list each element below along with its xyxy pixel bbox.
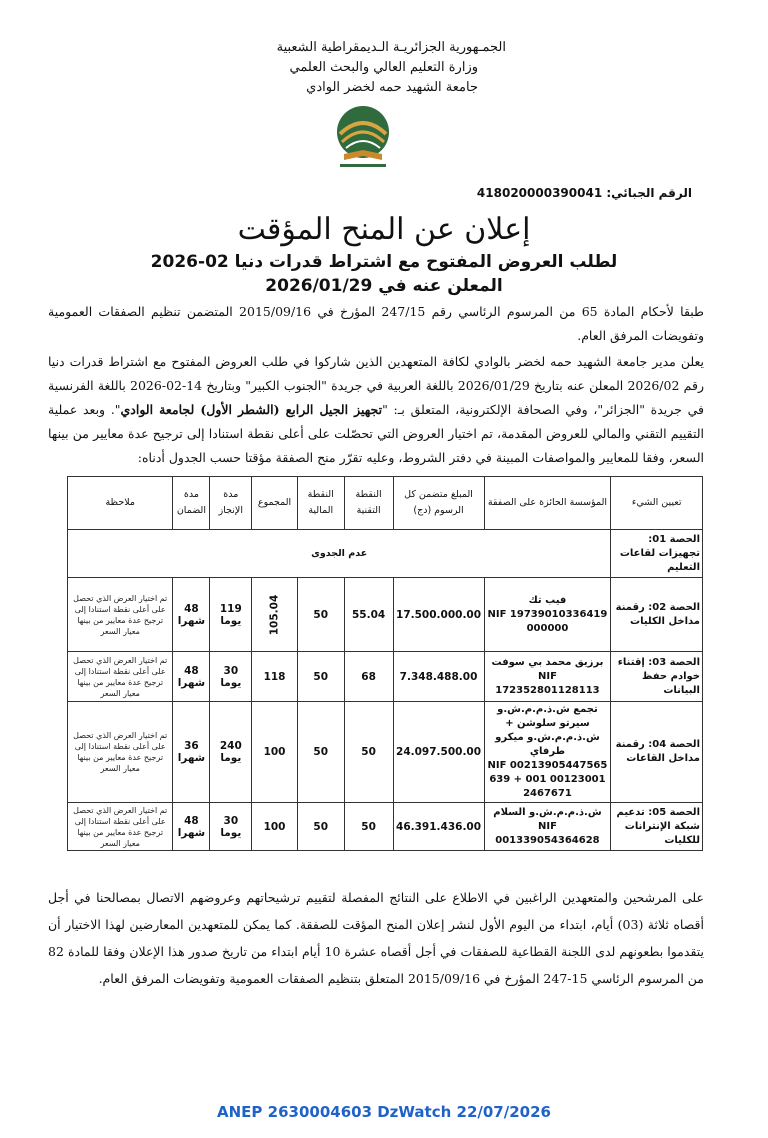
- fin-score: 50: [297, 652, 344, 702]
- header-total: المجموع: [252, 477, 298, 530]
- header-tech-score: النقطة التقنية: [344, 477, 393, 530]
- amount: 17.500.000.00: [393, 578, 484, 652]
- fin-score: 50: [297, 803, 344, 851]
- closing-paragraph: على المرشحين والمتعهدين الراغبين في الاطلاع على النتائج المفصلة لتقييم ترشيحاتهم وعروضهم الاتصال بمصالحنا في أجل أقصاه ثلاثة (03) أيام، ابتداء من اليوم الأول لنشر إعلان المنح المؤقت للصفقة. كما يمكن للمتعهدين المعارضين لهذا الاختيار أن يتقدموا بطعونهم لدى اللجنة القطاعية للصفقات في أجل أقصاه عشرة 10 أيام ابتداء من تاريخ صدور هذا الإعلان وفقا للمادة 82 من المرسوم الرئاسي 15-247 المؤرخ في 2015/09/16 المتعلق بتنظيم الصفقات العمومية وتفويضات المرفق العام.: [48, 890, 705, 986]
- amount: 24.097.500.00: [393, 702, 484, 803]
- table-header-row: [68, 477, 703, 530]
- header-fin-score: النقطة المالية: [297, 477, 344, 530]
- table-row: [68, 578, 703, 652]
- note: تم اختيار العرض الذي تحصل على أعلى نقطة استنادا إلى ترجيح عدة معايير من بينها معيار السعر: [68, 702, 173, 803]
- supplier-name: تجمع ش.ذ.م.م.ش.و سيرتو سلوشن + ش.ذ.م.م.ش.و ميكرو طرفاي: [495, 704, 600, 757]
- page-title: إعلان عن المنح المؤقت: [237, 212, 531, 247]
- lot-status: عدم الجدوى: [68, 530, 611, 578]
- supplier-nif: NIF 172352801128113: [495, 670, 600, 696]
- subtitle-tender: لطلب العروض المفتوح مع اشتراط قدرات دنيا 02-2026: [150, 252, 618, 272]
- total-score: 100: [252, 702, 298, 803]
- delivery-time: 30 يوما: [210, 803, 252, 851]
- fin-score: 50: [297, 578, 344, 652]
- total-cell: [252, 578, 298, 652]
- table-row: [68, 652, 703, 702]
- lot-name: الحصة 01: تجهيزات لقاعات التعليم: [611, 530, 703, 578]
- delivery-time: 119 يوما: [210, 578, 252, 652]
- header-warranty: مدة الضمان: [173, 477, 210, 530]
- lot-name: الحصة 02: رقمنة مداخل الكليات: [611, 578, 703, 652]
- supplier-cell: [484, 803, 611, 851]
- intro-paragraph: طبقا لأحكام المادة 65 من المرسوم الرئاسي رقم 247/15 المؤرخ في 2015/09/16 المتضمن تنظيم الصفقات العمومية وتفويضات المرفق العام.: [48, 304, 704, 343]
- total-score: 100: [252, 803, 298, 851]
- supplier-cell: [484, 702, 611, 803]
- subtitle-date: المعلن عنه في 2026/01/29: [265, 276, 503, 296]
- supplier-name: ش.ذ.م.م.ش.و السلام: [493, 806, 602, 818]
- header-supplier: المؤسسة الحائزة على الصفقة: [484, 477, 611, 530]
- table-row: [68, 702, 703, 803]
- supplier-cell: [484, 578, 611, 652]
- warranty-time: 48 شهرا: [173, 803, 210, 851]
- tech-score: 50: [344, 803, 393, 851]
- table-row: [68, 803, 703, 851]
- total-score: 118: [252, 652, 298, 702]
- amount: 7.348.488.00: [393, 652, 484, 702]
- footer-reference: ANEP 2630004603 DzWatch 22/07/2026: [217, 1103, 551, 1121]
- total-score: 105.04: [268, 594, 281, 635]
- project-name: تجهيز الجيل الرابع (الشطر الأول) لجامعة الوادي: [120, 402, 383, 417]
- supplier-nif: NIF 19739010336419000000: [487, 608, 608, 634]
- fin-score: 50: [297, 702, 344, 803]
- warranty-time: 48 شهرا: [173, 578, 210, 652]
- header-line-ministry: وزارة التعليم العالي والبحث العلمي: [289, 60, 478, 75]
- header-item: تعيين الشيء: [611, 477, 703, 530]
- university-logo: [330, 104, 396, 170]
- supplier-name: فيب تك: [528, 594, 567, 606]
- header-delivery: مدة الإنجاز: [210, 477, 252, 530]
- note: تم اختيار العرض الذي تحصل على أعلى نقطة استنادا إلى ترجيح عدة معايير من بينها معيار السعر: [68, 803, 173, 851]
- tax-id: الرقم الجبائي: 418020000390041: [476, 186, 692, 200]
- supplier-name: برزيق محمد بي سوفت: [491, 656, 604, 668]
- header-line-republic: الجمـهورية الجزائريـة الـديمقراطية الشعبية: [276, 40, 506, 55]
- warranty-time: 36 شهرا: [173, 702, 210, 803]
- warranty-time: 48 شهرا: [173, 652, 210, 702]
- tech-score: 55.04: [344, 578, 393, 652]
- amount: 46.391.436.00: [393, 803, 484, 851]
- delivery-time: 30 يوما: [210, 652, 252, 702]
- tech-score: 50: [344, 702, 393, 803]
- supplier-nif: NIF 001339054364628: [495, 820, 600, 846]
- header-note: ملاحظة: [68, 477, 173, 530]
- body-paragraph: يعلن مدير جامعة الشهيد حمه لخضر بالوادي لكافة المتعهدين الذين شاركوا في طلب العروض المفتوح مع اشتراط قدرات دنيا رقم 2026/02 المعلن عنه بتاريخ 2026/01/29 باللغة العربية في جريدة "الجنوب الكبير" وبتاريخ 14-02-2026 باللغة الفرنسية في جريدة "الجزائر"، وفي الصحافة الإلكترونية، المتعلق بـ: "تجهيز الجيل الرابع (الشطر الأول) لجامعة الوادي". وبعد عملية التقييم التقني والمالي للعروض المقدمة، تم اختيار العروض التي تحصّلت على أعلى نقطة استنادا إلى ترجيح عدة معايير من بينها السعر، وفقا للمعايير والمواصفات المبينة في دفتر الشروط، وعليه تقرّر منح الصفقة مؤقتا حسب الجدول أدناه:: [48, 354, 704, 465]
- tech-score: 68: [344, 652, 393, 702]
- table-row: [68, 530, 703, 578]
- header-line-university: جامعة الشهيد حمه لخضر الوادي: [306, 80, 478, 95]
- lot-name: الحصة 03: إقتناء خوادم حفظ البيانات: [611, 652, 703, 702]
- lot-name: الحصة 04: رقمنة مداخل القاعات: [611, 702, 703, 803]
- supplier-cell: [484, 652, 611, 702]
- delivery-time: 240 يوما: [210, 702, 252, 803]
- supplier-nif: NIF 00213905447565639 + 001 001230012467671: [487, 760, 608, 799]
- note: تم اختيار العرض الذي تحصل على أعلى نقطة استنادا إلى ترجيح عدة معايير من بينها معيار السعر: [68, 652, 173, 702]
- lot-name: الحصة 05: تدعيم شبكة الإنترانات للكليات: [611, 803, 703, 851]
- award-table: [67, 476, 703, 851]
- header-amount: المبلغ متضمن كل الرسوم (دج): [393, 477, 484, 530]
- note: تم اختيار العرض الذي تحصل على أعلى نقطة استنادا إلى ترجيح عدة معايير من بينها معيار السعر: [68, 578, 173, 652]
